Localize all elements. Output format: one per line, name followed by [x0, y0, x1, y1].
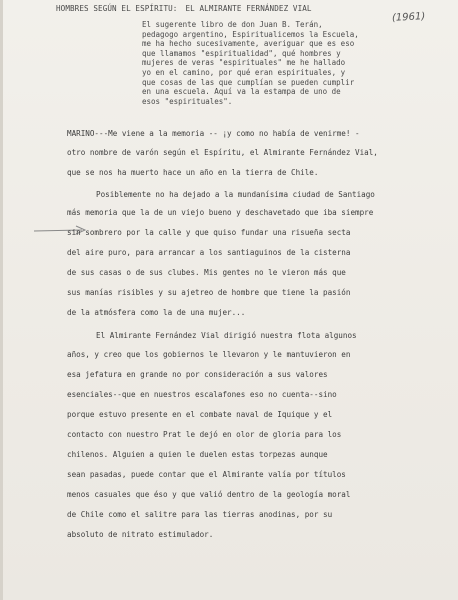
paragraph-line: Posiblemente no ha dejado a la mundanísima ciudad de Santiago [96, 190, 375, 199]
paragraph-line: sin sombrero por la calle y que quiso fundar una risueña secta [67, 228, 351, 237]
header-subject-title: EL ALMIRANTE FERNÁNDEZ VIAL [185, 4, 312, 13]
paragraph-line: porque estuvo presente en el combate naval de Iquique y el [67, 410, 333, 419]
paragraph-line: más memoria que la de un viejo bueno y deschavetado que iba siempre [67, 208, 374, 217]
paragraph-line: El Almirante Fernández Vial dirigió nuestra flota algunos [96, 331, 357, 340]
paragraph-line: sus manías risibles y su ajetreo de hombre que tiene la pasión [67, 288, 351, 297]
paragraph-line: de la atmósfera como la de una mujer... [67, 308, 246, 317]
paragraph-line: otro nombre de varón según el Espíritu, el Almirante Fernández Vial, [67, 148, 378, 157]
header-section-title: HOMBRES SEGÚN EL ESPÍRITU: [56, 4, 178, 13]
paragraph-line: años, y creo que los gobiernos le llevaron y le mantuvieron en [67, 350, 351, 359]
intro-line: que llamamos "espiritualidad", qué hombres y [142, 48, 341, 58]
paragraph-line: de Chile como el salitre para las tierras anodinas, por su [67, 510, 333, 519]
intro-line: El sugerente libro de don Juan B. Terán, [142, 20, 323, 29]
paragraph-line: contacto con nuestro Prat le dejó en olor de gloria para los [67, 430, 342, 439]
paragraph-line: menos casuales que éso y que valió dentro de la geología moral [67, 490, 351, 499]
intro-line: me ha hecho sucesivamente, averiguar que es eso [142, 39, 355, 49]
intro-line: en una escuela. Aquí va la estampa de uno de [142, 87, 341, 97]
paragraph-line: chilenos. Alguien a quien le duelen estas torpezas aunque [67, 450, 328, 459]
paragraph-line: que se nos ha muerto hace un año en la tierra de Chile. [67, 168, 319, 177]
paragraph-line: esenciales--que en nuestros escalafones eso no cuenta--sino [67, 390, 337, 399]
paragraph-line: esa jefatura en grande no por consideración a sus valores [67, 370, 328, 379]
intro-line: esos "espirituales". [142, 96, 233, 106]
intro-line: yo en el camino, por qué eran espirituales, y [142, 67, 346, 77]
paragraph-line: absoluto de nitrato estimulador. [67, 530, 214, 539]
intro-line: que cosas de las que cumplían se pueden cumplir [142, 77, 355, 87]
paragraph-line: MARINO---Me viene a la memoria -- ¡y como no había de venirme! - [67, 129, 360, 138]
handwritten-folio-number: (1961) [391, 11, 426, 24]
paragraph-line: sean pasadas, puede contar que el Almirante valía por títulos [67, 470, 346, 479]
intro-line: mujeres de veras "espirituales" me he hallado [142, 58, 346, 68]
intro-line: pedagogo argentino, Espiritualicemos la Escuela, [142, 29, 359, 39]
paragraph-line: del aire puro, para arrancar a los santiaguinos de la cisterna [67, 248, 351, 257]
paragraph-line: de sus casas o de sus clubes. Mis gentes no le vieron más que [67, 268, 346, 277]
